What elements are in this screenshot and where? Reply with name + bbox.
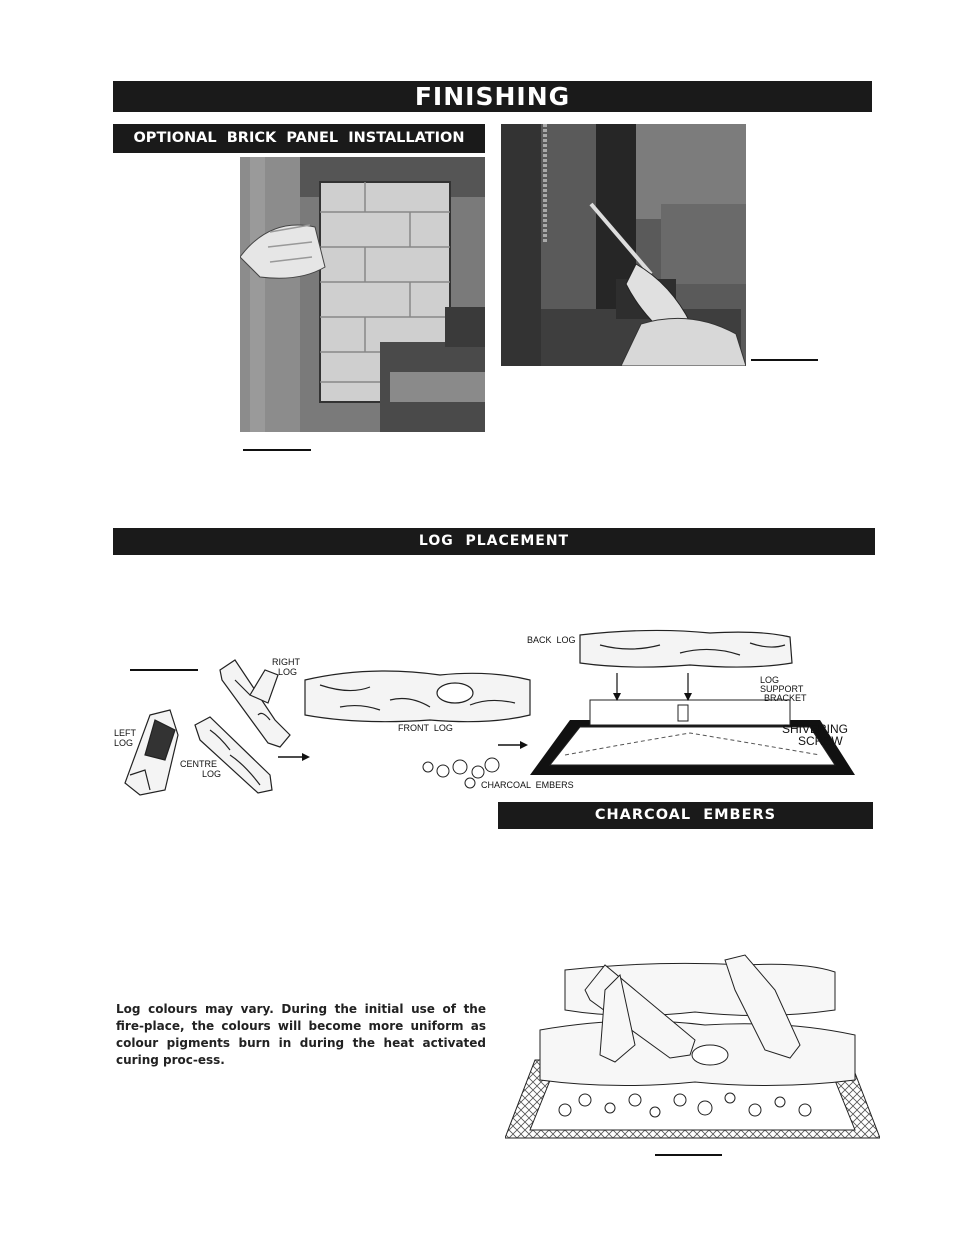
brick-panel-heading: OPTIONAL BRICK PANEL INSTALLATION — [133, 130, 465, 146]
brick-panel-heading-bar — [113, 124, 485, 153]
brick-panel-figure-rule — [243, 449, 311, 451]
screwdriver-figure-rule — [751, 359, 818, 361]
screwdriver-photo-art — [501, 124, 746, 366]
page-title: FINISHING — [414, 82, 571, 111]
charcoal-embers-heading-bar — [498, 802, 873, 829]
page-title-bar — [113, 81, 872, 112]
log-placement-diagram — [110, 625, 890, 800]
assembled-figure-rule — [655, 1154, 722, 1156]
assembled-logs-illustration — [505, 950, 880, 1142]
log-diagram-art — [110, 625, 890, 800]
log-support-bracket-label: LOG SUPPORT BRACKET — [760, 675, 807, 703]
log-colour-note: Log colours may vary. During the initial use of the fire-place, the colours will become more uniform as colour pigments burn in during the heat activated curing proc-ess. — [116, 1002, 486, 1067]
brick-panel-photo — [240, 157, 485, 432]
right-log-label: RIGHT LOG — [272, 657, 300, 677]
log-placement-heading: LOG PLACEMENT — [418, 533, 570, 549]
brick-panel-photo-art — [240, 157, 485, 432]
charcoal-embers-heading: CHARCOAL EMBERS — [594, 807, 777, 823]
front-log-label: FRONT LOG — [398, 723, 453, 733]
centre-log-label: CENTRE LOG — [180, 759, 222, 779]
screwdriver-photo — [501, 124, 746, 366]
shivering-screw-label: SHIVERING SCREW — [782, 722, 849, 748]
charcoal-embers-label: CHARCOAL EMBERS — [481, 780, 574, 790]
assembled-logs-art — [505, 950, 880, 1142]
left-log-label: LEFT LOG — [114, 728, 137, 748]
back-log-label: BACK LOG — [527, 635, 576, 645]
log-placement-heading-bar — [113, 528, 875, 555]
